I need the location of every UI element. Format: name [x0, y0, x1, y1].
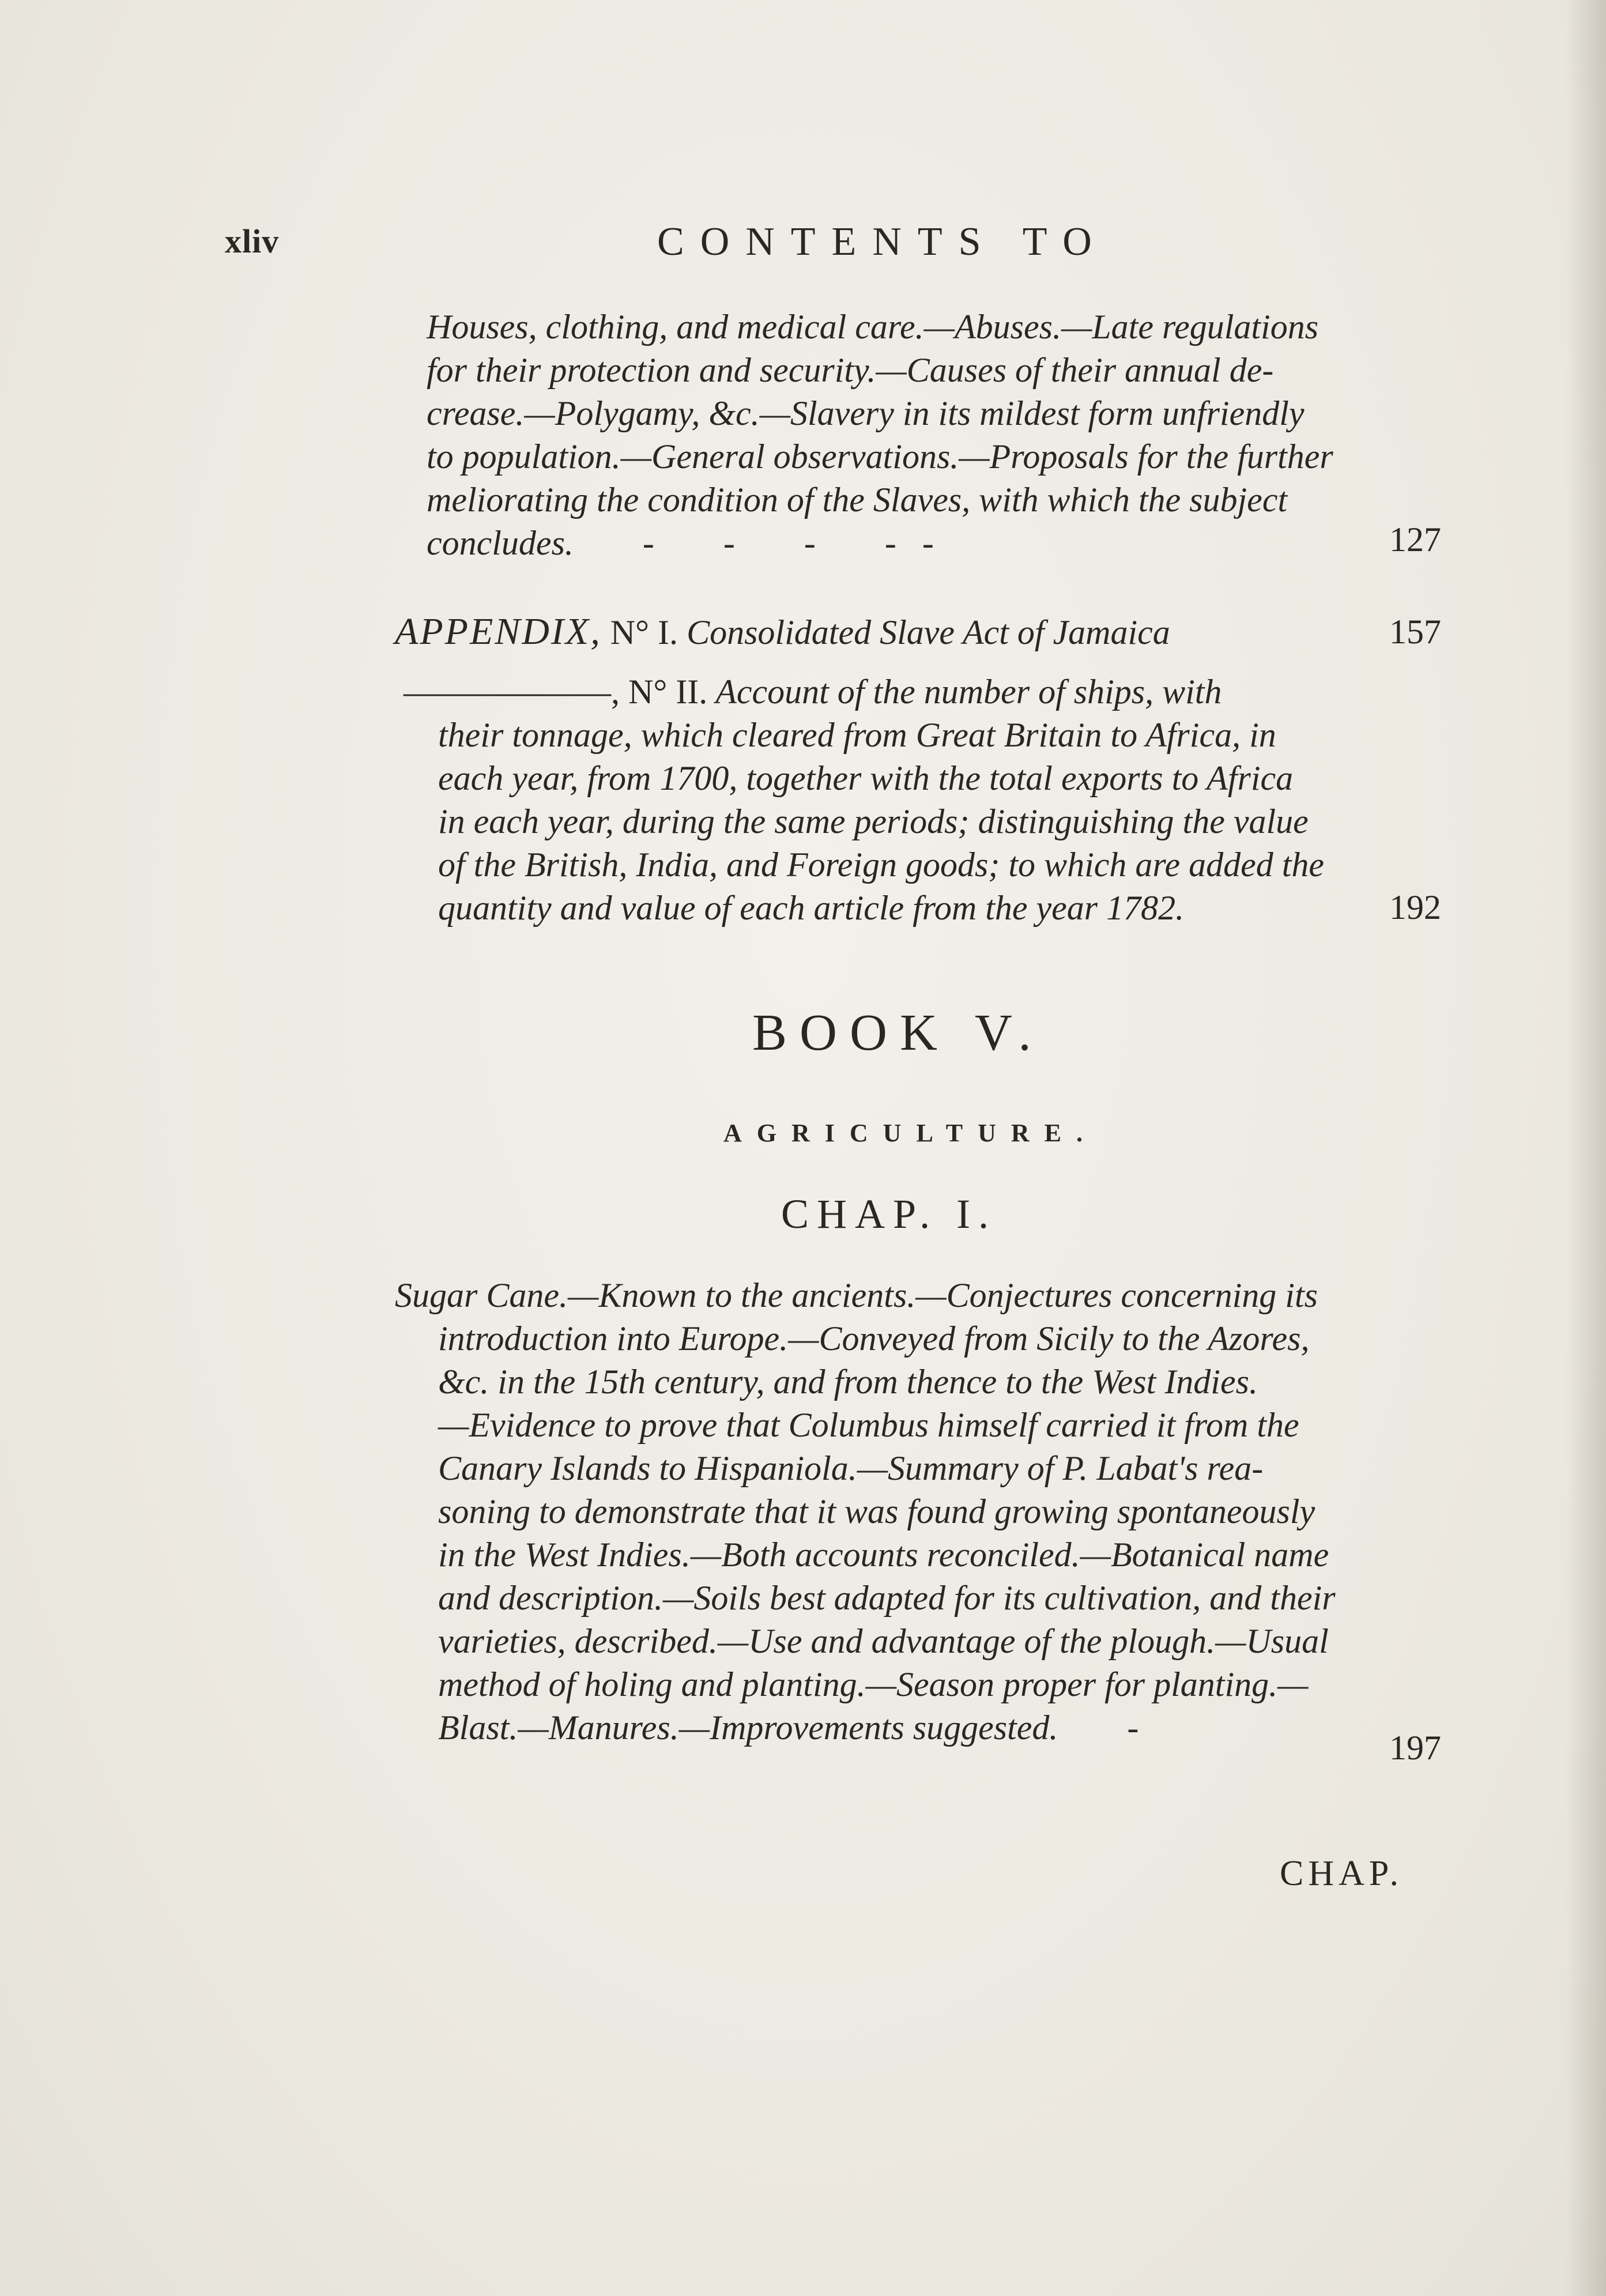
chapter-entry-first-line [395, 1274, 1318, 1317]
appendix-label: APPENDIX, [395, 610, 602, 653]
page-edge-shadow [1566, 0, 1606, 2296]
entry-line: Houses, clothing, and medical care.—Abuses.—Late regulations [427, 308, 1319, 346]
book-heading: BOOK V. [752, 1004, 1044, 1061]
entry-line: Sugar Cane.—Known to the ancients.—Conjectures concerning its [395, 1276, 1318, 1314]
entry-line: &c. in the 15th century, and from thence to the West Indies. [438, 1363, 1258, 1401]
entry-line: Canary Islands to Hispaniola.—Summary of P. Labat's rea- [438, 1449, 1264, 1487]
entry-line: meliorating the condition of the Slaves, with which the subject [427, 481, 1288, 519]
entry-line: introduction into Europe.—Conveyed from Sicily to the Azores, [438, 1319, 1310, 1358]
entry-line: concludes. - - - - - [427, 524, 934, 562]
page-number: 192 [1389, 888, 1441, 926]
entry-line: varieties, described.—Use and advantage of the plough.—Usual [438, 1622, 1329, 1660]
entry-line: of the British, India, and Foreign goods; to which are added the [438, 846, 1325, 884]
folio-number: xliv [225, 223, 280, 260]
page-number: 157 [1389, 613, 1441, 651]
page-number: 197 [1389, 1729, 1441, 1767]
entry-line: —Evidence to prove that Columbus himself carried it from the [438, 1406, 1299, 1444]
entry-line: Account of the number of ships, with [715, 673, 1222, 711]
appendix-entry-1 [395, 610, 1170, 654]
appendix-entry-2-body [438, 714, 1324, 930]
entry-line: in the West Indies.—Both accounts reconciled.—Botanical name [438, 1536, 1329, 1574]
ditto-dash: ——————, [404, 673, 620, 711]
entry-line: quantity and value of each article from the year 1782. [438, 889, 1185, 927]
page-number: 127 [1389, 521, 1441, 559]
entry-line: soning to demonstrate that it was found growing spontaneously [438, 1492, 1315, 1530]
entry-line: to population.—General observations.—Proposals for the further [427, 438, 1333, 476]
contents-entry-continued [427, 306, 1333, 565]
entry-line: crease.—Polygamy, &c.—Slavery in its mildest form unfriendly [427, 394, 1305, 432]
entry-line: each year, from 1700, together with the total exports to Africa [438, 759, 1294, 797]
entry-line: their tonnage, which cleared from Great Britain to Africa, in [438, 716, 1276, 754]
appendix-entry-2 [404, 670, 1222, 714]
entry-line: and description.—Soils best adapted for its cultivation, and their [438, 1579, 1336, 1617]
catchword: CHAP. [1280, 1854, 1404, 1893]
entry-line: in each year, during the same periods; distinguishing the value [438, 802, 1309, 840]
chapter-entry-body [438, 1317, 1336, 1750]
appendix-title: Consolidated Slave Act of Jamaica [687, 613, 1170, 651]
running-title: CONTENTS TO [657, 220, 1108, 264]
entry-line: method of holing and planting.—Season proper for planting.— [438, 1665, 1309, 1703]
entry-line: for their protection and security.—Causes of their annual de- [427, 351, 1274, 389]
appendix-number: N° I. [610, 613, 678, 651]
chapter-heading: CHAP. I. [781, 1191, 997, 1237]
book-subheading: AGRICULTURE. [723, 1119, 1098, 1147]
entry-line: Blast.—Manures.—Improvements suggested. - [438, 1709, 1139, 1747]
appendix-number: N° II. [628, 673, 708, 711]
